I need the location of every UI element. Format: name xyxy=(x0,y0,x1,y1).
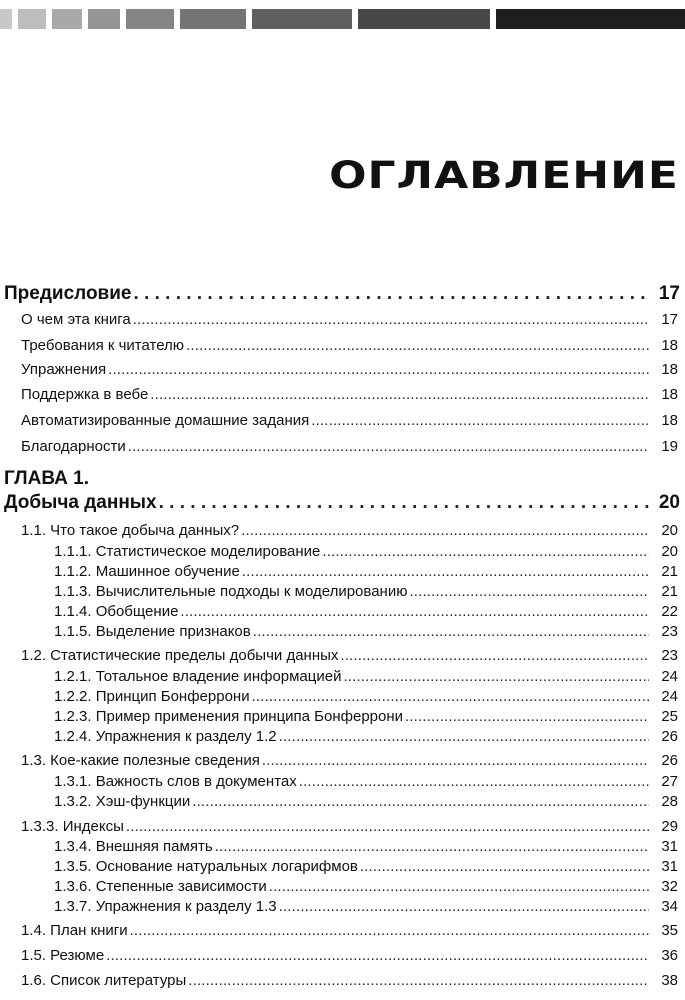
toc-entry[interactable] xyxy=(0,311,685,328)
toc-page-number: 18 xyxy=(661,412,678,429)
toc-entry-label: 1.6. Список литературы xyxy=(21,972,187,989)
header-bar-8 xyxy=(358,9,490,29)
toc-dot-leader xyxy=(262,752,649,769)
toc-page-number: 23 xyxy=(661,647,678,664)
toc-entry-label: 1.2.3. Пример применения принципа Бонферрони xyxy=(54,708,404,725)
toc-dot-leader xyxy=(133,311,649,328)
toc-entry-label: 1.4. План книги xyxy=(21,922,128,939)
toc-entry-label: Упражнения xyxy=(21,361,107,378)
toc-dot-leader xyxy=(215,838,649,855)
header-bar-2 xyxy=(18,9,46,29)
toc-dot-leader xyxy=(252,688,649,705)
toc-dot-leader xyxy=(279,898,649,915)
toc-entry[interactable] xyxy=(0,583,685,600)
toc-dot-leader xyxy=(106,947,649,964)
toc-page-number: 20 xyxy=(661,522,678,539)
toc-entry[interactable] xyxy=(0,386,685,403)
toc-dot-leader xyxy=(360,858,649,875)
toc-entry-label: Предисловие xyxy=(4,283,132,304)
toc-page-number: 35 xyxy=(661,922,678,939)
toc-page-number: 34 xyxy=(661,898,678,915)
chapter-label: ГЛАВА 1. xyxy=(4,468,89,489)
toc-entry-label: 1.3.6. Степенные зависимости xyxy=(54,878,267,895)
toc-page-number: 32 xyxy=(661,878,678,895)
header-bar-4 xyxy=(88,9,120,29)
page-title: ОГЛАВЛЕНИЕ xyxy=(329,153,679,198)
toc-entry-label: 1.2. Статистические пределы добычи данных xyxy=(21,647,339,664)
toc-entry[interactable] xyxy=(0,922,685,939)
toc-entry[interactable] xyxy=(0,623,685,640)
toc-entry[interactable] xyxy=(0,818,685,835)
toc-entry[interactable] xyxy=(0,668,685,685)
toc-dot-leader xyxy=(188,972,649,989)
toc-page-number: 38 xyxy=(661,972,678,989)
header-bar-6 xyxy=(180,9,246,29)
toc-entry-label: 1.1. Что такое добыча данных? xyxy=(21,522,240,539)
toc-dot-leader xyxy=(242,563,649,580)
header-bar-3 xyxy=(52,9,82,29)
toc-dot-leader xyxy=(343,668,649,685)
toc-entry-label: 1.3.3. Индексы xyxy=(21,818,124,835)
header-bar-5 xyxy=(126,9,174,29)
toc-page-number: 17 xyxy=(658,283,680,304)
toc-page-number: 24 xyxy=(661,668,678,685)
toc-page-number: 29 xyxy=(661,818,678,835)
toc-entry-label: Добыча данных xyxy=(4,492,157,513)
toc-dot-leader xyxy=(192,793,649,810)
header-bar-7 xyxy=(252,9,352,29)
toc-entry-label: 1.2.4. Упражнения к разделу 1.2 xyxy=(54,728,277,745)
toc-entry-label: 1.3.2. Хэш-функции xyxy=(54,793,191,810)
toc-dot-leader xyxy=(405,708,649,725)
toc-entry[interactable] xyxy=(0,708,685,725)
toc-dot-leader xyxy=(340,647,649,664)
toc-page-number: 19 xyxy=(661,438,678,455)
toc-page-number: 18 xyxy=(661,386,678,403)
toc-entry-label: 1.1.4. Обобщение xyxy=(54,603,179,620)
toc-dot-leader xyxy=(253,623,649,640)
toc-dot-leader xyxy=(269,878,649,895)
toc-entry-label: 1.2.1. Тотальное владение информацией xyxy=(54,668,342,685)
toc-dot-leader xyxy=(180,603,649,620)
toc-dot-leader xyxy=(311,412,649,429)
header-bar-9 xyxy=(496,9,685,29)
toc-entry-label: 1.3. Кое-какие полезные сведения xyxy=(21,752,260,769)
toc-entry[interactable] xyxy=(0,878,685,895)
toc-page-number: 31 xyxy=(661,858,678,875)
toc-page-number: 26 xyxy=(661,728,678,745)
toc-dot-leader xyxy=(126,818,649,835)
toc-page-number: 36 xyxy=(661,947,678,964)
toc-page-number: 18 xyxy=(661,337,678,354)
toc-dot-leader xyxy=(159,492,649,514)
toc-page-number: 25 xyxy=(661,708,678,725)
toc-dot-leader xyxy=(409,583,649,600)
toc-page-number: 18 xyxy=(661,361,678,378)
header-bar-1 xyxy=(0,9,12,29)
toc-entry-label: 1.1.2. Машинное обучение xyxy=(54,563,240,580)
toc-page-number: 20 xyxy=(658,492,680,513)
toc-page-number: 26 xyxy=(661,752,678,769)
toc-page-number: 24 xyxy=(661,688,678,705)
toc-page-number: 31 xyxy=(661,838,678,855)
toc-entry[interactable] xyxy=(0,838,685,855)
toc-entry-label: Поддержка в вебе xyxy=(21,386,149,403)
toc-dot-leader xyxy=(130,922,649,939)
toc-entry-label: 1.3.1. Важность слов в документах xyxy=(54,773,297,790)
toc-page-number: 21 xyxy=(661,563,678,580)
toc-dot-leader xyxy=(150,386,649,403)
toc-entry[interactable] xyxy=(0,603,685,620)
toc-entry-label: 1.5. Резюме xyxy=(21,947,105,964)
toc-page-number: 20 xyxy=(661,543,678,560)
toc-entry[interactable] xyxy=(0,688,685,705)
toc-entry[interactable] xyxy=(0,361,685,378)
toc-entry-label: 1.1.1. Статистическое моделирование xyxy=(54,543,321,560)
toc-entry[interactable] xyxy=(0,543,685,560)
toc-dot-leader xyxy=(299,773,649,790)
toc-page-number: 22 xyxy=(661,603,678,620)
toc-dot-leader xyxy=(186,337,649,354)
toc-entry-label: 1.3.4. Внешняя память xyxy=(54,838,213,855)
toc-entry-label: 1.1.3. Вычислительные подходы к моделированию xyxy=(54,583,408,600)
toc-entry[interactable] xyxy=(0,793,685,810)
toc-entry[interactable] xyxy=(0,947,685,964)
toc-entry-preface[interactable] xyxy=(0,283,685,305)
toc-dot-leader xyxy=(128,438,649,455)
toc-dot-leader xyxy=(108,361,649,378)
toc-entry[interactable] xyxy=(0,563,685,580)
toc-entry[interactable] xyxy=(0,858,685,875)
toc-entry-label: 1.3.7. Упражнения к разделу 1.3 xyxy=(54,898,277,915)
toc-dot-leader xyxy=(279,728,649,745)
toc-dot-leader xyxy=(241,522,649,539)
toc-entry-label: О чем эта книга xyxy=(21,311,131,328)
toc-dot-leader xyxy=(322,543,649,560)
toc-entry-label: Автоматизированные домашние задания xyxy=(21,412,310,429)
toc-entry[interactable] xyxy=(0,438,685,455)
toc-entry[interactable] xyxy=(0,898,685,915)
toc-entry[interactable] xyxy=(0,647,685,664)
toc-entry[interactable] xyxy=(0,522,685,539)
toc-entry[interactable] xyxy=(0,773,685,790)
toc-entry-label: 1.2.2. Принцип Бонферрони xyxy=(54,688,250,705)
toc-entry[interactable] xyxy=(0,412,685,429)
toc-page-number: 21 xyxy=(661,583,678,600)
toc-page-number: 23 xyxy=(661,623,678,640)
toc-page-number: 17 xyxy=(661,311,678,328)
toc-entry[interactable] xyxy=(0,337,685,354)
toc-entry-label: 1.3.5. Основание натуральных логарифмов xyxy=(54,858,358,875)
toc-page-number: 28 xyxy=(661,793,678,810)
toc-entry-label: 1.1.5. Выделение признаков xyxy=(54,623,251,640)
toc-entry[interactable] xyxy=(0,972,685,989)
toc-entry[interactable] xyxy=(0,728,685,745)
toc-entry-label: Благодарности xyxy=(21,438,126,455)
toc-page-number: 27 xyxy=(661,773,678,790)
toc-entry[interactable] xyxy=(0,752,685,769)
toc-dot-leader xyxy=(134,283,650,305)
toc-entry-chapter-1[interactable] xyxy=(0,492,685,514)
toc-entry-label: Требования к читателю xyxy=(21,337,185,354)
